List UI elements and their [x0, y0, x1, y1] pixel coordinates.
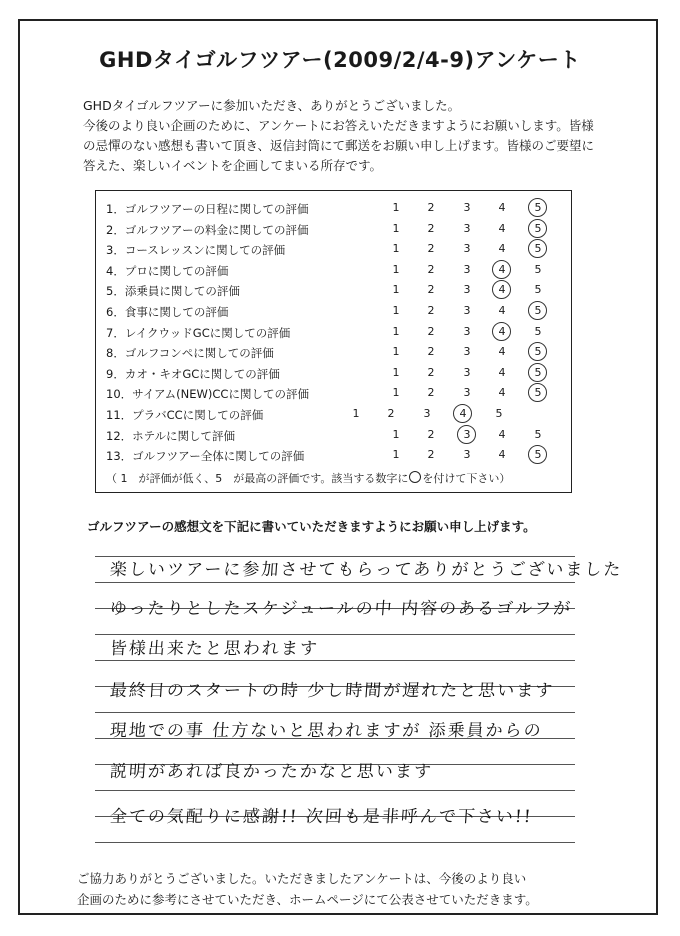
handwritten-comment: ゆったりとしたスケジュールの中 内容のあるゴルフが [109, 599, 573, 619]
rating-option[interactable]: 2 [427, 448, 435, 462]
question-label: 12．ホテルに関して評価 [106, 428, 236, 443]
rating-option[interactable]: 1 [392, 386, 400, 400]
circle-mark-icon [409, 471, 421, 483]
question-label: 3．コースレッスンに関しての評価 [106, 243, 286, 258]
rating-option[interactable]: 1 [392, 448, 400, 462]
rating-option-selected[interactable]: 4 [492, 263, 512, 276]
rating-option[interactable]: 4 [498, 448, 506, 462]
rating-option[interactable]: 3 [463, 345, 471, 359]
ruled-line [95, 790, 575, 791]
question-label: 10．サイアム(NEW)CCに関しての評価 [106, 387, 309, 402]
rating-option[interactable]: 2 [427, 386, 435, 400]
rating-option[interactable]: 2 [427, 201, 435, 214]
rating-option[interactable]: 3 [463, 221, 471, 235]
rating-option-selected[interactable]: 4 [492, 283, 512, 296]
rating-option[interactable]: 2 [427, 304, 435, 317]
question-label: 4．プロに関しての評価 [106, 263, 229, 278]
rating-table [95, 190, 572, 493]
handwritten-comment: 現地での事 仕方ないと思われますが 添乗員からの [109, 721, 544, 741]
rating-option[interactable]: 3 [423, 407, 431, 420]
rating-option[interactable]: 5 [534, 283, 542, 297]
rating-option[interactable]: 2 [427, 242, 435, 256]
rating-option-selected[interactable]: 5 [528, 345, 548, 358]
rating-option[interactable]: 1 [392, 324, 400, 338]
question-label: 11．プラバCCに関しての評価 [106, 408, 264, 422]
rating-option[interactable]: 4 [498, 345, 506, 359]
rating-option-selected[interactable]: 5 [528, 448, 548, 461]
rating-option[interactable]: 1 [392, 427, 400, 441]
rating-option[interactable]: 4 [498, 427, 506, 441]
question-label: 13．ゴルフツアー全体に関しての評価 [106, 449, 305, 464]
rating-option-selected[interactable]: 5 [528, 366, 548, 379]
question-row [96, 428, 571, 448]
rating-option[interactable]: 3 [463, 262, 471, 276]
rating-option[interactable]: 5 [534, 324, 542, 338]
rating-option[interactable]: 1 [392, 304, 400, 317]
question-label: 5．添乗員に関しての評価 [106, 284, 240, 299]
question-row [96, 386, 571, 406]
rating-option-selected[interactable]: 5 [528, 222, 548, 235]
rating-option[interactable]: 5 [534, 427, 542, 441]
comments-heading: ゴルフツアーの感想文を下記に書いていただきますようにお願い申し上げます。 [87, 519, 536, 534]
rating-option[interactable]: 3 [463, 283, 471, 297]
rating-note-part2: を付けて下さい） [422, 472, 511, 485]
handwritten-comment: 全ての気配りに感謝!! 次回も是非呼んで下さい!! [109, 807, 534, 827]
rating-option-selected[interactable]: 5 [528, 242, 548, 255]
rating-option[interactable]: 1 [392, 365, 400, 379]
rating-option[interactable]: 4 [498, 386, 506, 400]
question-row [96, 448, 571, 468]
question-row [96, 304, 571, 324]
handwritten-comment: 説明があれば良かったかなと思います [109, 762, 434, 782]
rating-option[interactable]: 1 [392, 262, 400, 276]
rating-option[interactable]: 3 [463, 386, 471, 400]
handwritten-comment: 楽しいツアーに参加させてもらってありがとうございました [109, 560, 624, 580]
question-row [96, 222, 571, 242]
rating-option[interactable]: 3 [463, 324, 471, 338]
question-label: 7．レイクウッドGCに関しての評価 [106, 325, 291, 340]
ruled-line [95, 660, 575, 661]
question-label: 9．カオ・キオGCに関しての評価 [106, 366, 280, 381]
rating-option[interactable]: 2 [427, 221, 435, 235]
handwritten-comment: 最終日のスタートの時 少し時間が遅れたと思います [109, 681, 555, 701]
page-title: GHDタイゴルフツアー(2009/2/4-9)アンケート [99, 48, 581, 72]
rating-option[interactable]: 3 [463, 365, 471, 379]
rating-option-selected[interactable]: 4 [492, 325, 512, 338]
rating-option-selected[interactable]: 5 [528, 386, 548, 399]
rating-option[interactable]: 2 [427, 262, 435, 276]
rating-option[interactable]: 5 [495, 407, 503, 420]
ruled-line [95, 582, 575, 583]
rating-option[interactable]: 1 [392, 201, 400, 214]
rating-option-selected[interactable]: 4 [453, 407, 473, 420]
rating-option[interactable]: 1 [392, 221, 400, 235]
question-label: 1．ゴルフツアーの日程に関しての評価 [106, 202, 309, 216]
rating-option[interactable]: 4 [498, 221, 506, 235]
rating-instructions [106, 470, 510, 486]
rating-option[interactable]: 3 [463, 304, 471, 317]
rating-option[interactable]: 2 [427, 345, 435, 359]
rating-option[interactable]: 2 [427, 427, 435, 441]
question-label: 2．ゴルフツアーの料金に関しての評価 [106, 222, 309, 237]
ruled-line [95, 712, 575, 713]
rating-option[interactable]: 4 [498, 242, 506, 256]
rating-option[interactable]: 1 [352, 407, 360, 420]
question-row [96, 366, 571, 386]
rating-option[interactable]: 3 [463, 201, 471, 214]
rating-option-selected[interactable]: 5 [528, 304, 548, 317]
rating-option[interactable]: 3 [463, 242, 471, 256]
closing-text: ご協力ありがとうございました。いただきましたアンケートは、今後のより良い 企画のために参考にさせていただき、ホームページにて公表させていただきます。 [77, 871, 538, 907]
question-label: 6．食事に関しての評価 [106, 305, 229, 319]
rating-note-part1: （ 1 が評価が低く、5 が最高の評価です。該当する数字に [106, 472, 409, 485]
ruled-line [95, 842, 575, 843]
rating-option[interactable]: 1 [392, 283, 400, 297]
rating-option[interactable]: 1 [392, 345, 400, 359]
rating-option[interactable]: 4 [498, 304, 506, 317]
rating-option[interactable]: 4 [498, 365, 506, 379]
rating-option[interactable]: 2 [427, 365, 435, 379]
question-row [96, 325, 571, 345]
rating-option[interactable]: 3 [463, 448, 471, 462]
question-row [96, 345, 571, 365]
rating-option[interactable]: 4 [498, 201, 506, 214]
question-row [96, 283, 571, 303]
rating-option[interactable]: 1 [392, 242, 400, 256]
intro-text: GHDタイゴルフツアーに参加いただき、ありがとうございました。 今後のより良い企画のために、アンケートにお答えいただきますようにお願いします。皆様の忌憚のない感想も書いて頂き、返信封筒にて郵送をお願い申し上げます。皆様のご要望に答えた、楽しいイベントを企画してまいる所存です。 [83, 98, 595, 173]
question-row [96, 407, 571, 427]
rating-option[interactable]: 2 [387, 407, 395, 420]
question-label: 8．ゴルフコンペに関しての評価 [106, 346, 274, 361]
rating-option[interactable]: 2 [427, 324, 435, 338]
rating-option-selected[interactable]: 5 [528, 201, 548, 214]
rating-option[interactable]: 2 [427, 283, 435, 297]
question-row [96, 201, 571, 221]
rating-option-selected[interactable]: 3 [457, 428, 477, 441]
handwritten-comment: 皆様出来たと思われます [109, 639, 320, 659]
rating-option[interactable]: 5 [534, 262, 542, 276]
